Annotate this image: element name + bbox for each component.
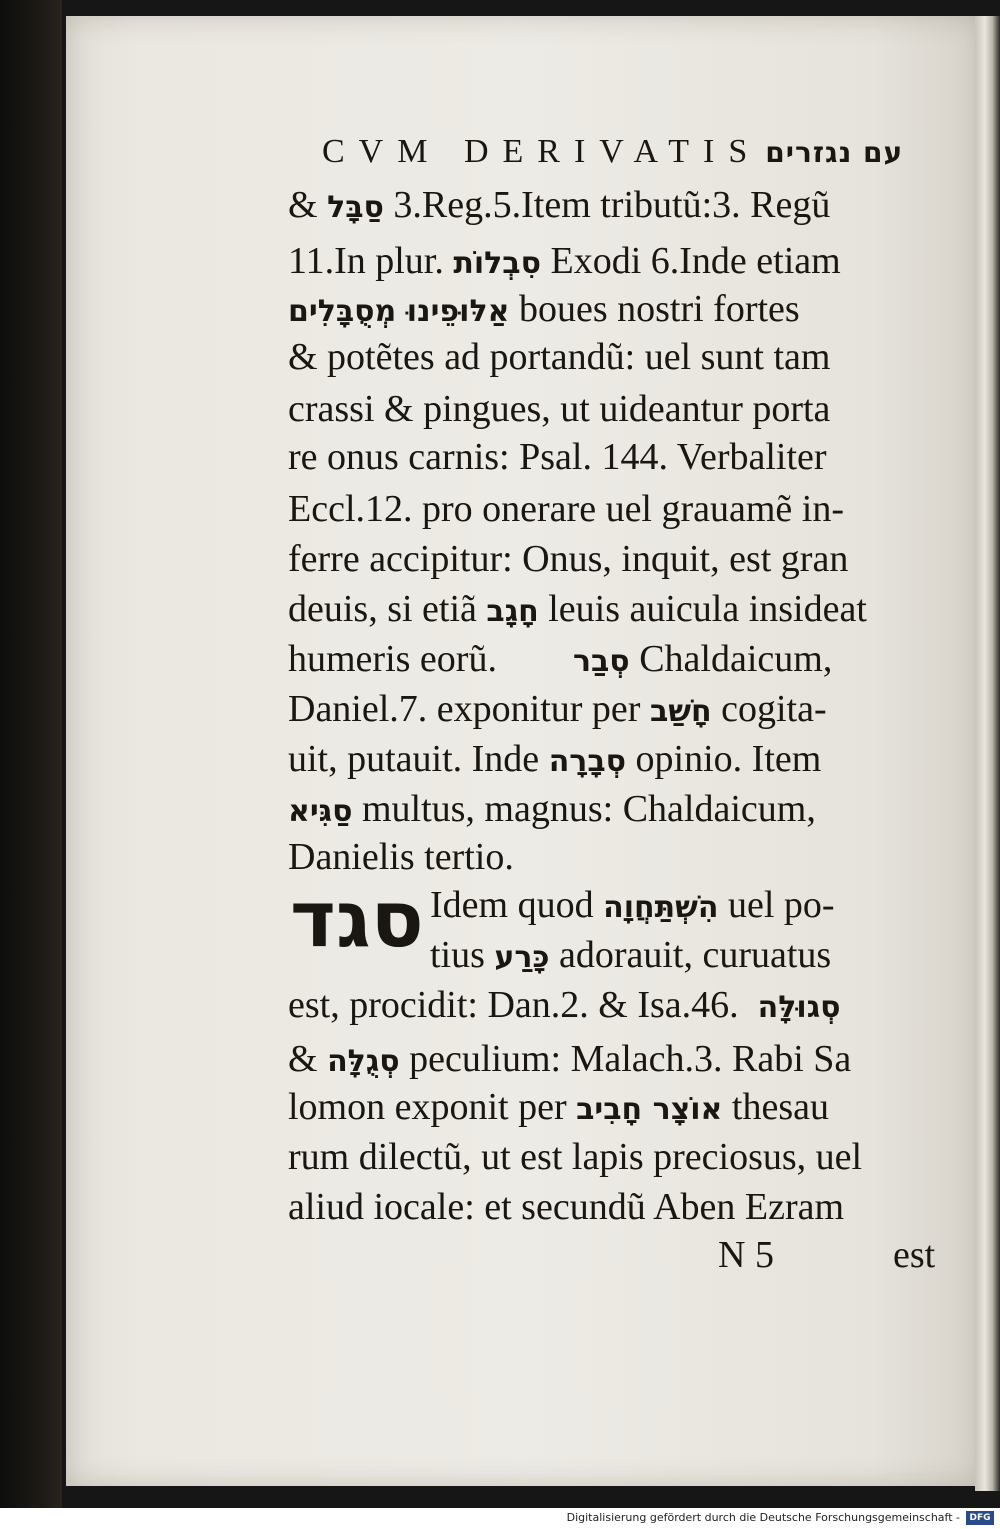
text-line [288,684,953,737]
catchword: est [893,1234,936,1276]
latin-text: lomon exponit per [288,1086,577,1128]
text-line [288,1182,953,1232]
hebrew-word: הִשְׁתַּחֲוָה [603,890,719,925]
latin-text: opinio. Item [626,738,822,780]
latin-text: & [288,184,328,226]
hebrew-word: סְגוּלָּה [757,990,841,1025]
latin-text: Daniel.7. exponitur per [288,688,650,730]
text-line [288,584,953,637]
running-head-hebrew: עם נגזרים [765,136,904,169]
latin-text: Chaldaicum, [629,638,833,680]
latin-text: multus, magnus: Chaldaicum, [352,788,816,830]
text-line [288,534,953,584]
latin-text: leuis auicula insideat [538,588,867,630]
text-line [288,236,953,289]
text-line [288,384,953,434]
latin-text: cogita- [711,688,827,730]
text-line [288,484,953,534]
latin-text: boues nostri fortes [509,288,800,330]
footer-credit: Digitalisierung gefördert durch die Deutsche Forschungsgemeinschaft - [566,1511,960,1524]
running-head [322,132,942,173]
latin-text: est, procidit: Dan.2. & Isa.46. [288,984,758,1026]
entry-headword: סגד [290,875,424,965]
latin-text: deuis, si etiã [288,588,487,630]
text-line [288,332,953,382]
latin-text: & [288,1038,328,1080]
hebrew-word: כָּרַע [494,940,550,975]
hebrew-word: אַלּוּפֵינוּ מְסֻבָּלִים [288,294,510,329]
text-line [288,1034,953,1087]
latin-text: humeris eorũ. [288,638,573,680]
text-line [288,784,953,837]
latin-text: Eccl.12. pro onerare uel grauamẽ in- [288,488,845,530]
hebrew-word: סְבָרָה [548,744,627,779]
hebrew-word: סַבָּל [327,190,384,225]
text-line [288,734,953,787]
latin-text: thesau [722,1086,829,1128]
latin-text: Idem quod [430,884,604,926]
latin-text: adorauit, curuatus [549,934,832,976]
hebrew-word: חָגָב [486,594,539,629]
text-line [288,1132,953,1182]
signature-mark: N 5 [718,1234,774,1276]
hebrew-word: אוֹצָר חָבִיב [576,1092,723,1127]
latin-text: peculium: Malach.3. Rabi Sa [399,1038,852,1080]
text-line [288,1082,953,1135]
latin-text: 11.In plur. [288,240,454,282]
hebrew-word: חָשַׁב [649,694,712,729]
latin-text: Danielis tertio. [288,836,514,878]
book-spine-edge [0,0,62,1508]
hebrew-word: סִבְלוֹת [453,246,541,281]
dfg-logo: DFG [966,1511,994,1525]
latin-text: & potẽtes ad portandũ: uel sunt tam [288,336,831,378]
hebrew-word: סְגֻלָּה [327,1044,400,1079]
signature-line [718,1230,958,1280]
latin-text: 3.Reg.5.Item tributũ:3. Regũ [383,184,831,226]
latin-text: ferre accipitur: Onus, inquit, est gran [288,538,849,580]
hebrew-word: סַגִּיא [288,794,353,829]
latin-text: uel po- [718,884,835,926]
latin-text: Exodi 6.Inde etiam [541,240,841,282]
latin-text: aliud iocale: et secundũ Aben Ezram [288,1186,845,1228]
text-line [288,634,953,687]
latin-text: tius [430,934,495,976]
latin-text: uit, putauit. Inde [288,738,549,780]
text-line [288,284,953,337]
text-line [430,930,950,983]
running-head-latin: CVM DERIVATIS [322,133,762,170]
text-line [430,880,950,933]
latin-text: re onus carnis: Psal. 144. Verbaliter [288,436,827,478]
text-line [288,980,953,1033]
page-edge [975,16,1000,1491]
latin-text: rum dilectũ, ut est lapis preciosus, uel [288,1136,863,1178]
text-line [288,180,953,233]
text-line [288,432,953,482]
hebrew-word: סְבַר [572,644,630,679]
latin-text: crassi & pingues, ut uideantur porta [288,388,831,430]
